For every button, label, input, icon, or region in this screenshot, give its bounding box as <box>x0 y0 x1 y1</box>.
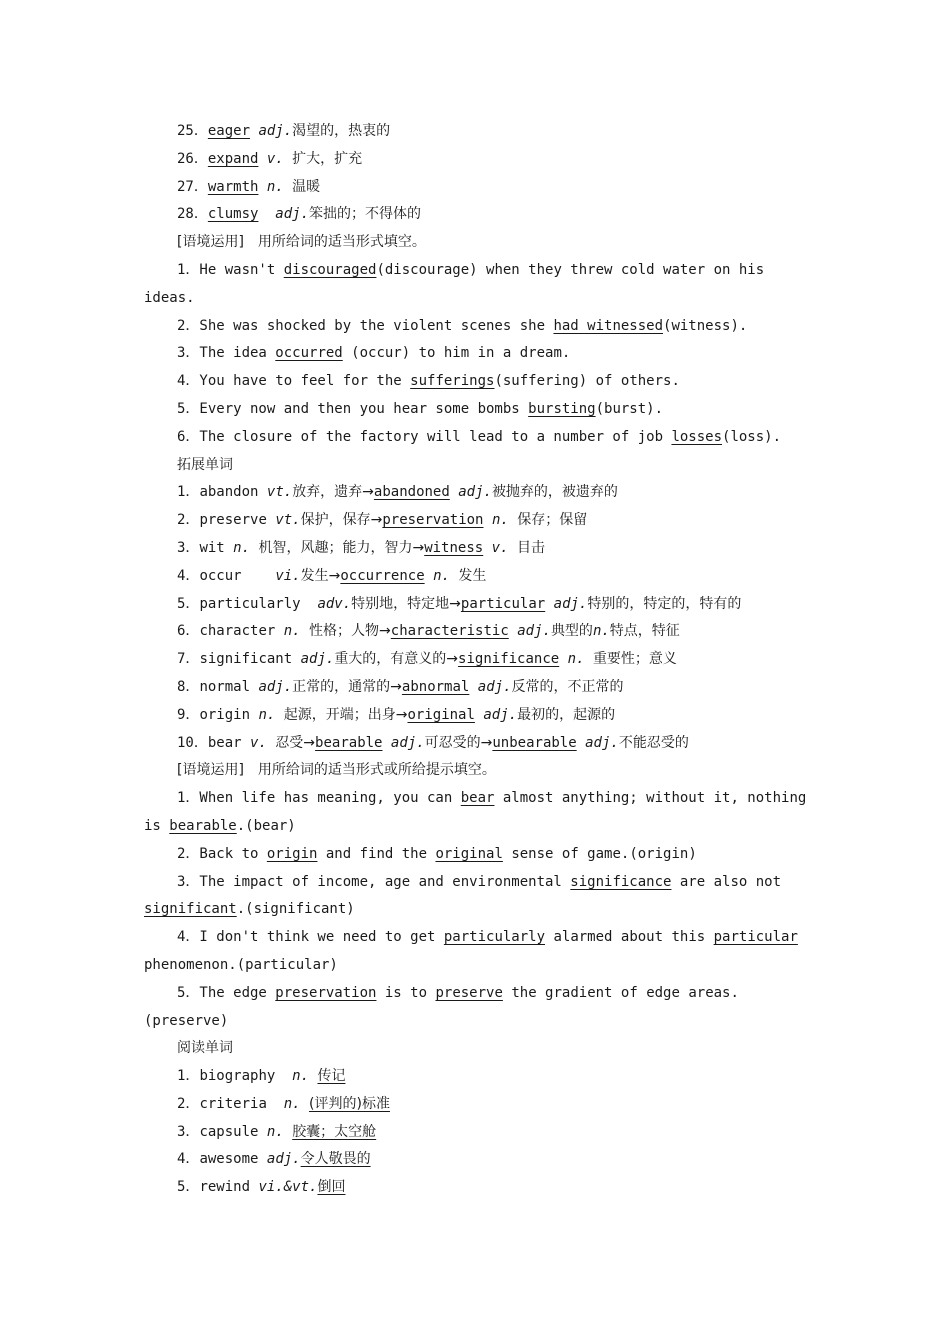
part-of-speech: adj. <box>390 734 425 751</box>
vocab-word: criteria <box>199 1095 267 1112</box>
exercise-text: sense of game.(origin) <box>502 845 697 862</box>
exercise-answer: particularly <box>443 929 546 946</box>
exercise-text: .(significant) <box>236 901 355 918</box>
item-number: 1． <box>177 1068 200 1085</box>
exercise-line <box>144 257 814 285</box>
context-heading: [语境运用] 用所给词的适当形式或所给提示填空。 <box>177 762 496 779</box>
exercise-answer: bursting <box>528 400 596 417</box>
part-of-speech: n. <box>233 539 251 556</box>
word-meaning: 正常的，通常的→ <box>292 678 402 695</box>
item-number: 26． <box>177 150 208 167</box>
item-number: 3． <box>177 1123 200 1140</box>
vocab-word: bear <box>207 734 242 751</box>
exercise-answer: significance <box>570 873 672 890</box>
part-of-speech: n. <box>266 1123 284 1140</box>
exercise-text: the gradient of edge areas. <box>502 984 739 1001</box>
exercise-answer: had witnessed <box>553 317 664 334</box>
derived-meaning: 特点，特征 <box>609 623 680 640</box>
exercise-answer: significant <box>144 901 237 918</box>
exercise-text: 2．She was shocked by the violent scenes she <box>177 317 554 334</box>
derived-meaning: 目击 <box>516 539 545 556</box>
word-meaning: 保护，保存→ <box>300 512 383 529</box>
part-of-speech: v. <box>266 150 284 167</box>
derived-word: unbearable <box>492 734 577 751</box>
part-of-speech: adj. <box>585 734 619 751</box>
derived-word: abandoned <box>373 484 450 501</box>
word-meaning: 重大的，有意义的→ <box>334 651 459 668</box>
part-of-speech: vt. <box>266 484 293 501</box>
derived-meaning: 最初的，起源的 <box>517 706 616 723</box>
exercise-text: 2．Back to <box>177 845 267 862</box>
reading-item <box>144 1119 814 1147</box>
exercise-line <box>144 924 814 952</box>
section-heading-expand: 拓展单词 <box>177 456 233 473</box>
exercise-text: 3．The impact of income, age and environmental <box>177 873 571 890</box>
context-heading: [语境运用] 用所给词的适当形式填空。 <box>177 234 426 251</box>
item-number: 4． <box>177 1151 200 1168</box>
derived-word: preservation <box>382 512 484 529</box>
exercise-answer: discouraged <box>283 261 377 278</box>
part-of-speech: adj. <box>517 623 551 640</box>
part-of-speech: vi.&vt. <box>258 1179 318 1196</box>
exercise-text: 3．The idea <box>177 345 276 362</box>
exercise-line <box>144 396 814 424</box>
part-of-speech: n. <box>491 512 509 529</box>
exercise-line: (preserve) <box>144 1012 229 1029</box>
item-number: 27． <box>177 178 208 195</box>
part-of-speech: adj. <box>300 651 335 668</box>
item-number: 5． <box>177 595 200 612</box>
exercise-line <box>144 980 814 1008</box>
expand-item <box>144 618 814 646</box>
part-of-speech: n. <box>266 178 284 195</box>
derived-meaning: 被抛弃的，被遗弃的 <box>491 484 618 501</box>
word-meaning: 机智，风趣；能力，智力→ <box>258 539 425 556</box>
part-of-speech: adj. <box>258 678 293 695</box>
item-number: 8． <box>177 678 200 695</box>
item-number: 28． <box>177 206 208 223</box>
item-number: 6． <box>177 623 200 640</box>
part-of-speech: vt. <box>275 512 301 529</box>
part-of-speech: n. <box>433 567 450 584</box>
part-of-speech: adj. <box>458 484 492 501</box>
exercise-text: 4．I don't think we need to get <box>177 929 444 946</box>
exercise-text: alarmed about this <box>545 929 714 946</box>
derived-meaning: 可忍受的→ <box>424 734 493 751</box>
item-number: 4． <box>177 567 200 584</box>
part-of-speech: n. <box>292 1068 310 1085</box>
word-meaning: 传记 <box>317 1068 346 1085</box>
exercise-answer: origin <box>266 845 318 862</box>
exercise-text: are also not <box>671 873 782 890</box>
word-meaning: 忍受→ <box>275 734 316 751</box>
word-meaning: 温暖 <box>292 178 321 195</box>
word-meaning: 性格；人物→ <box>309 623 391 640</box>
exercise-line <box>144 896 814 924</box>
expand-item-10 <box>144 730 814 758</box>
word-meaning: 扩大，扩充 <box>292 150 363 167</box>
part-of-speech: n. <box>567 651 585 668</box>
exercise-text: (witness). <box>663 317 748 334</box>
part-of-speech: adv. <box>317 595 352 612</box>
item-number: 3． <box>177 539 200 556</box>
derived-word: witness <box>424 539 484 556</box>
item-number: 2． <box>177 1095 200 1112</box>
derived-meaning: 不能忍受的 <box>618 734 689 751</box>
item-number: 10． <box>177 734 208 751</box>
part-of-speech: n. <box>592 623 610 640</box>
derived-word: particular <box>460 595 546 612</box>
vocab-word: eager <box>207 123 251 139</box>
exercise-text: .(bear) <box>236 817 296 834</box>
word-meaning: (评判的)标准 <box>309 1095 390 1112</box>
exercise-line <box>144 340 814 368</box>
derived-meaning: 重要性；意义 <box>592 651 677 668</box>
vocab-word: wit <box>199 539 225 556</box>
reading-item <box>144 1146 814 1174</box>
reading-item <box>144 1174 814 1202</box>
exercise-answer: preserve <box>435 984 503 1001</box>
item-number: 2． <box>177 512 200 529</box>
derived-meaning: 发生 <box>458 567 487 584</box>
expand-item <box>144 591 814 619</box>
vocab-word: occur <box>199 567 242 584</box>
vocab-item-28 <box>144 201 814 229</box>
exercise-text: is to <box>376 984 436 1001</box>
part-of-speech: adj. <box>258 123 293 139</box>
exercise-answer: bear <box>460 790 495 807</box>
document-body <box>144 118 814 1202</box>
exercise-text: (occur) to him in a dream. <box>342 345 571 362</box>
vocab-word: origin <box>199 706 251 723</box>
exercise-line: ideas. <box>144 289 195 306</box>
derived-word: original <box>407 706 475 723</box>
expand-item <box>144 563 814 591</box>
item-number: 9． <box>177 706 200 723</box>
word-meaning: 特别地，特定地→ <box>351 595 461 612</box>
word-meaning: 放弃，遗弃→ <box>292 484 374 501</box>
part-of-speech: adj. <box>483 706 518 723</box>
word-meaning: 令人敬畏的 <box>300 1151 371 1168</box>
vocab-word: warmth <box>207 178 259 195</box>
exercise-text: almost anything; without it, nothing <box>494 790 807 807</box>
part-of-speech: v. <box>491 539 509 556</box>
vocab-word: character <box>199 623 276 640</box>
word-meaning: 起源，开端；出身→ <box>283 706 408 723</box>
exercise-line <box>144 785 814 813</box>
exercise-line: phenomenon.(particular) <box>144 956 338 973</box>
vocab-word: expand <box>207 150 259 167</box>
exercise-answer: sufferings <box>410 373 495 390</box>
exercise-text: 5．Every now and then you hear some bombs <box>177 400 529 417</box>
vocab-item-25 <box>144 118 814 146</box>
derived-word: characteristic <box>390 623 509 640</box>
vocab-item-26 <box>144 146 814 174</box>
vocab-word: preserve <box>199 512 267 529</box>
expand-item <box>144 674 814 702</box>
derived-word: occurrence <box>340 567 425 584</box>
word-meaning: 笨拙的；不得体的 <box>309 206 422 223</box>
vocab-word: biography <box>199 1068 276 1085</box>
vocab-word: clumsy <box>207 206 259 223</box>
expand-item <box>144 507 814 535</box>
expand-item <box>144 479 814 507</box>
part-of-speech: n. <box>283 1095 301 1112</box>
derived-word: abnormal <box>401 678 470 695</box>
item-number: 7． <box>177 651 200 668</box>
exercise-answer: original <box>435 845 503 862</box>
part-of-speech: v. <box>250 734 267 751</box>
part-of-speech: adj. <box>477 678 512 695</box>
derived-meaning: 保存；保留 <box>517 512 588 529</box>
exercise-line <box>144 313 814 341</box>
exercise-text: 1．He wasn't <box>177 261 284 278</box>
exercise-text: 5．The edge <box>177 984 276 1001</box>
exercise-text: (discourage) when they threw cold water on his <box>376 261 765 278</box>
word-meaning: 胶囊；太空舱 <box>292 1123 377 1140</box>
exercise-text: 4．You have to feel for the <box>177 373 411 390</box>
vocab-word: normal <box>199 678 251 695</box>
exercise-line <box>144 813 814 841</box>
vocab-word: rewind <box>199 1179 251 1196</box>
vocab-word: significant <box>199 651 293 668</box>
part-of-speech: adj. <box>553 595 588 612</box>
vocab-word: awesome <box>199 1151 259 1168</box>
derived-word: bearable <box>315 734 383 751</box>
derived-meaning: 特别的，特定的，特有的 <box>587 595 742 612</box>
vocab-word: abandon <box>199 484 259 501</box>
exercise-answer: particular <box>713 929 798 946</box>
part-of-speech: vi. <box>275 567 301 584</box>
exercise-text: and find the <box>317 845 436 862</box>
word-meaning: 发生→ <box>300 567 341 584</box>
part-of-speech: adj. <box>275 206 310 223</box>
vocab-word: particularly <box>199 595 301 612</box>
item-number: 5． <box>177 1179 200 1196</box>
part-of-speech: n. <box>258 706 276 723</box>
derived-meaning: 反常的，不正常的 <box>511 678 624 695</box>
vocab-word: capsule <box>199 1123 259 1140</box>
derived-word: significance <box>458 651 560 668</box>
part-of-speech: n. <box>283 623 301 640</box>
exercise-answer: occurred <box>275 345 343 362</box>
exercise-text: is <box>144 817 170 834</box>
vocab-item-27 <box>144 174 814 202</box>
exercise-text: (suffering) of others. <box>494 373 680 390</box>
exercise-text: (loss). <box>722 428 782 445</box>
word-meaning: 倒回 <box>317 1179 346 1196</box>
exercise-answer: bearable <box>169 817 237 834</box>
part-of-speech: adj. <box>266 1151 301 1168</box>
expand-item <box>144 702 814 730</box>
derived-meaning: 典型的 <box>550 623 593 640</box>
item-number: 1． <box>177 484 200 501</box>
exercise-text: 1．When life has meaning, you can <box>177 790 461 807</box>
reading-item <box>144 1063 814 1091</box>
reading-item <box>144 1091 814 1119</box>
word-meaning: 渴望的，热衷的 <box>292 123 391 139</box>
section-heading-reading: 阅读单词 <box>177 1040 233 1057</box>
exercise-line <box>144 869 814 897</box>
exercise-answer: losses <box>671 428 723 445</box>
item-number: 25． <box>177 123 208 139</box>
exercise-answer: preservation <box>275 984 377 1001</box>
exercise-text: (burst). <box>595 400 664 417</box>
exercise-line <box>144 841 814 869</box>
expand-item <box>144 646 814 674</box>
exercise-text: 6．The closure of the factory will lead to a number of job <box>177 428 672 445</box>
exercise-line <box>144 424 814 452</box>
exercise-line <box>144 368 814 396</box>
expand-item <box>144 535 814 563</box>
